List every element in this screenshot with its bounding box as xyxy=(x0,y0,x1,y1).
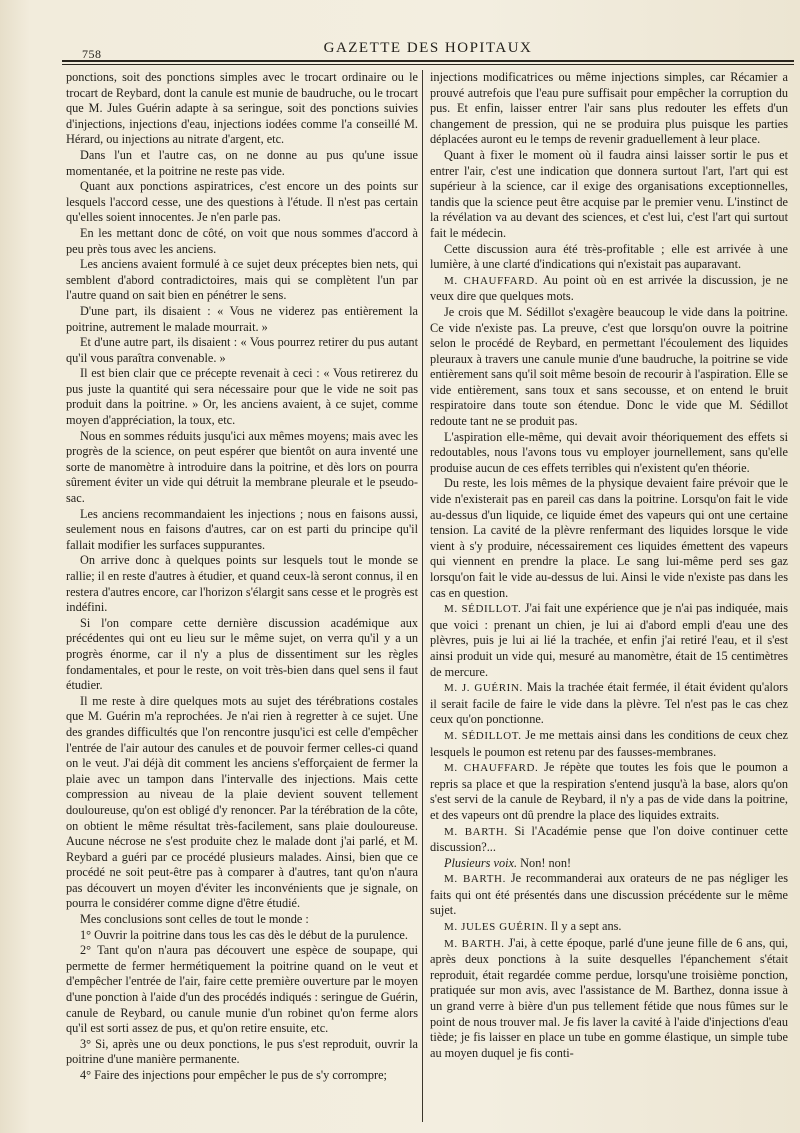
paragraph-text: Et d'une autre part, ils disaient : « Vous pourrez retirer du pus autant qu'il vous paraîtra convenable. » xyxy=(66,335,418,365)
paragraph xyxy=(430,919,788,936)
paragraph-text: 1° Ouvrir la poitrine dans tous les cas dès le début de la purulence. xyxy=(80,927,408,942)
paragraph xyxy=(430,936,788,1062)
paragraph xyxy=(430,680,788,728)
paragraph-text: Il me reste à dire quelques mots au sujet des térébrations costales que M. Guérin m'a reprochées. Je n'ai rien à regretter à ce sujet. Une des grandes difficultés que l'on rencontre jusqu'ici est celle d'empêcher l'entrée de l'air autour des canules et de pouvoir fermer celles-ci quand on le veut. J'ai déjà dit comment les anciens s'efforçaient de fermer la plaie avec un tampon dans l'intervalle des injections. Mais cette compression au niveau de la plaie devient souvent tellement douloureuse, qu'on est obligé d'y renoncer. Par la térébration de la côte, on obtient le même résultat très-facilement, sans plaie douloureuse. Aucune nécrose ne s'est produite chez le malade dont j'ai parlé, et M. Reybard a guéri par ce procédé plusieurs malades. Ainsi, bien que ce procédé ne soit peut-être pas à comparer à d'autres, tant qu'on n'aura pas découvert un moyen d'éviter les inconvénients que je signale, on pourra le considérer comme digne d'être étudié. xyxy=(66,693,418,911)
paragraph xyxy=(66,429,418,507)
paragraph-text: D'une part, ils disaient : « Vous ne viderez pas entièrement la poitrine, autrement le malade mourrait. » xyxy=(66,303,418,334)
paragraph xyxy=(66,912,418,928)
paragraph xyxy=(66,257,418,304)
paragraph xyxy=(66,70,418,148)
paragraph xyxy=(430,601,788,680)
paragraph xyxy=(430,824,788,856)
paragraph-text: Cette discussion aura été très-profitable ; elle est arrivée à une lumière, à une clarté d'indications qui n'existait pas auparavant. xyxy=(430,241,788,272)
speaker-name: M. CHAUFFARD. xyxy=(444,762,539,775)
paragraph-text: Je recommanderai aux orateurs de ne pas négliger les faits qui ont été présentés dans une discussion précédente sur le même sujet. xyxy=(430,871,788,918)
speaker-name: M. SÉDILLOT. xyxy=(444,603,522,616)
speaker-name: M. JULES GUÉRIN. xyxy=(444,921,548,934)
paragraph xyxy=(430,476,788,601)
paragraph xyxy=(66,553,418,615)
paragraph-text: 2° Tant qu'on n'aura pas découvert une espèce de soupape, qui permette de fermer hermétiquement la poitrine quand on le veut et d'empêcher l'entrée de l'air, faire cette première ouverture par le moyen d'une ponction à l'aide d'un des procédés indiqués : seringue de Guérin, canule de Reybard, ou canule munie d'un robinet qu'on ferme alors qu'il est sorti assez de pus, et qu'on retire ensuite, etc. xyxy=(66,943,418,1036)
paragraph-text: Du reste, les lois mêmes de la physique devaient faire prévoir que le vide n'existerait pas en pareil cas dans la poitrine. Lorsqu'on fait le vide au-dessus d'un liquide, ce liquide émet des vapeurs qui ont une certaine tension. La cavité de la plèvre renfermant des liquides lorsque le vide vient à s'y produire, nécessairement ces liquides émettent des vapeurs qui viennent en prendre la place. Le sang lui-même perd ses gaz lorsqu'on fait le vide au-dessus de lui. Ainsi le vide n'existe pas dans les cas en question. xyxy=(430,476,788,600)
header-rule-thin xyxy=(62,64,794,65)
paragraph-text: Mes conclusions sont celles de tout le monde : xyxy=(80,912,309,927)
paragraph xyxy=(66,366,418,428)
paragraph-text: Mais la trachée était fermée, il était évident qu'alors il serait facile de faire le vide dans la plèvre. Tel n'est pas le cas chez ceux qu'on ponctionne. xyxy=(430,680,789,727)
paragraph-text: Non! non! xyxy=(520,855,572,870)
paragraph xyxy=(66,507,418,554)
paragraph-text: Les anciens recommandaient les injections ; nous en faisons aussi, seulement nous en faisons d'autres, car on est parti du principe qu'il fallait modifier les surfaces suppurantes. xyxy=(66,506,418,552)
paragraph-text: Quant aux ponctions aspiratrices, c'est encore un des points sur lesquels l'accord cesse, une des questions à l'étude. Il n'est pas certain qu'elles soient innocentes. Je n'en parle pas. xyxy=(66,179,418,225)
paragraph-text: Nous en sommes réduits jusqu'ici aux mêmes moyens; mais avec les progrès de la science, on peut espérer que bientôt on aura inventé une sorte de manomètre à introduire dans la poitrine, et dès lors on pourra sûrement éviter un vide qui détruit la membrane pleurale et le pseudo-sac. xyxy=(66,428,418,506)
paragraph xyxy=(430,70,788,148)
paragraph-text: Si l'on compare cette dernière discussion académique aux précédentes qui ont eu lieu sur le même sujet, on verra qu'il y a un progrès énorme, car il n'y a plus de dissentiment sur les règles fondamentales, et pour le reste, on voit très-bien dans quel sens il faut étudier. xyxy=(66,615,418,693)
paragraph xyxy=(66,1068,418,1084)
paragraph xyxy=(430,305,788,430)
column-divider xyxy=(422,70,423,1122)
right-column xyxy=(430,70,788,1061)
paragraph-text: Je répète que toutes les fois que le poumon a repris sa place et que la respiration s'entend jusqu'à la base, alors qu'on s'est servi de la canule de Reybard, il n'y a pas de vide dans la poitrine, et des vapeurs ont dû prendre la place des liquides extraits. xyxy=(430,760,788,822)
speaker-name: M. BARTH. xyxy=(444,825,508,838)
paragraph-text: Je me mettais ainsi dans les conditions de ceux chez lesquels le poumon est retenu par des fausses-membranes. xyxy=(430,727,789,759)
paragraph xyxy=(66,928,418,944)
speaker-name: M. SÉDILLOT. xyxy=(444,729,522,742)
paragraph-text: On arrive donc à quelques points sur lesquels tout le monde se rallie; il en reste d'autres à étudier, et quand ceux-là seront connus, il en restera d'autres encore, car l'horizon s'élargit sans cesse et le progrès est indéfini. xyxy=(66,553,418,615)
paragraph-text: L'aspiration elle-même, qui devait avoir théoriquement des effets si redoutables, nous l'avons tous vu employer journellement, sans qu'elle produise aucun de ces effets terribles qui n'existent qu'en théorie. xyxy=(430,429,788,475)
paragraph xyxy=(66,179,418,226)
paragraph-text: Les anciens avaient formulé à ce sujet deux préceptes bien nets, qui semblent d'abord contradictoires, mais qui se complètent l'un par l'autre quand on sait bien en pénétrer le sens. xyxy=(66,257,418,303)
paragraph-text: 3° Si, après une ou deux ponctions, le pus s'est reproduit, ouvrir la poitrine d'une manière permanente. xyxy=(66,1036,418,1067)
paragraph xyxy=(430,242,788,273)
header-rule-thick xyxy=(62,60,794,62)
paragraph xyxy=(66,1037,418,1068)
speaker-name: M. CHAUFFARD. xyxy=(444,274,539,287)
speaker-name: M. BARTH. xyxy=(444,873,506,886)
paragraph-text: Il est bien clair que ce précepte revenait à ceci : « Vous retirerez du pus juste la quantité qui sera nécessaire pour que le vide ne soit pas produit dans la poitrine. » Or, les anciens avaient, à ce sujet, comme moyen d'appréciation, la toux, etc. xyxy=(66,366,418,428)
page-number: 758 xyxy=(82,47,102,61)
paragraph-text: En les mettant donc de côté, on voit que nous sommes d'accord à peu près tous avec les anciens. xyxy=(66,225,418,256)
left-column xyxy=(66,70,418,1084)
speaker-name: M. BARTH. xyxy=(444,937,505,950)
paragraph xyxy=(66,226,418,257)
italic-lead: Plusieurs voix. xyxy=(444,855,518,870)
paragraph-text: 4° Faire des injections pour empêcher le pus de s'y corrompre; xyxy=(80,1068,387,1082)
paragraph-text: Si l'Académie pense que l'on doive continuer cette discussion?... xyxy=(430,823,788,855)
paragraph-text: Dans l'un et l'autre cas, on ne donne au pus qu'une issue momentanée, et la poitrine ne reste pas vide. xyxy=(66,147,418,178)
running-title: GAZETTE DES HOPITAUX xyxy=(323,40,533,56)
paragraph-text: ponctions, soit des ponctions simples avec le trocart ordinaire ou le trocart de Reybard, dont la canule est munie de baudruche, ou le trocart que M. Jules Guérin adapte à sa seringue, soit des ponctions suivies d'injections, injections d'eau, injections iodées comme l'a conseillé M. Hérard, ou injections au nitrate d'argent, etc. xyxy=(66,70,418,147)
paragraph-text: J'ai fait une expérience que je n'ai pas indiquée, mais que voici : prenant un chien, je lui ai d'abord empli d'eau une des plèvres, puis je lui ai lié la trachée, et enfin j'ai retiré l'eau, et il s'est ainsi produit un vide qui, mesuré au manomètre, était de 15 centimètres de mercure. xyxy=(430,601,788,679)
paragraph xyxy=(430,430,788,477)
paragraph-text: Quant à fixer le moment où il faudra ainsi laisser sortir le pus et entrer l'air, c'est une indication que donnera surtout l'art, l'art qui est supérieur à la science, car il exige des organisations exceptionnelles, tandis que la science peut être acquise par le premier venu. L'instinct de la révélation va au devant des sciences, et c'est lui, c'est l'art qui surtout fait le médecin. xyxy=(430,147,788,240)
paragraph xyxy=(66,335,418,366)
paragraph xyxy=(66,943,418,1037)
paragraph xyxy=(430,728,788,760)
paragraph-text: J'ai, à cette époque, parlé d'une jeune fille de 6 ans, qui, après deux ponctions à la suite desquelles l'épanchement s'était reproduit, était regardée comme perdue, lorsqu'une troisième ponction, pratiquée sur mon avis, avec l'assistance de M. Barthez, donna issue à un grand verre à bière d'un pus tellement fétide que nous fûmes sur le point de nous trouver mal. Je fis laver la cavité à l'aide d'injections d'eau tiède; je fis laisser en place un tube en gomme élastique, un simple tube au moyen duquel je fis conti- xyxy=(430,935,788,1060)
paragraph xyxy=(66,616,418,694)
paragraph xyxy=(66,694,418,912)
speaker-name: M. J. GUÉRIN. xyxy=(444,682,523,695)
paragraph-text: injections modificatrices ou même injections simples, car Récamier a prouvé autrefois que l'eau pure suffisait pour empêcher la corruption du pus. Et enfin, laisser entrer l'air sans plus redouter les effets d'un changement de pression, qui ne se produira plus puisque les parties déplacées auront eu le temps de revenir graduellement à leur place. xyxy=(430,70,788,147)
paragraph-text: Je crois que M. Sédillot s'exagère beaucoup le vide dans la poitrine. Ce vide n'existe pas. La preuve, c'est que lorsqu'on ouvre la poitrine selon le procédé de Reybard, en permettant l'écoulement des liquides pleuraux à travers une canule munie d'une baudruche, la poitrine se vide entièrement sans qu'il soit même besoin de recourir à l'aspiration. Elle se vide entièrement, sans toux et sans secousse, et on entend le bruit respiratoire dans toute son étendue. Donc le vide que M. Sédillot redoute tant ne se produit pas. xyxy=(430,304,788,429)
paragraph xyxy=(430,148,788,242)
paragraph xyxy=(430,856,788,872)
paragraph xyxy=(66,304,418,335)
paragraph-text: Il y a sept ans. xyxy=(550,919,622,934)
paragraph xyxy=(66,148,418,179)
paragraph-text: Au point où en est arrivée la discussion, je ne veux dire que quelques mots. xyxy=(430,272,788,304)
paragraph xyxy=(430,273,788,305)
paragraph xyxy=(430,871,788,919)
paragraph xyxy=(430,760,788,823)
